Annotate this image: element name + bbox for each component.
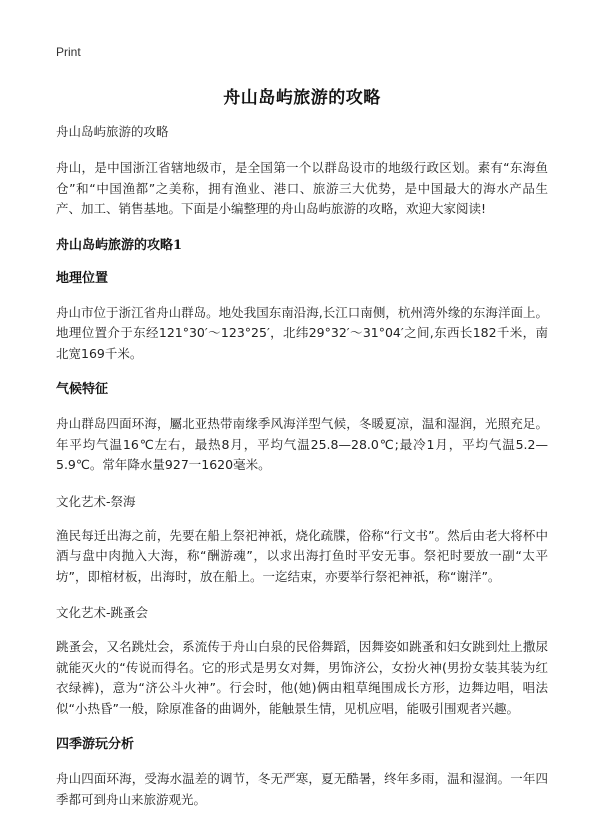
document-title: 舟山岛屿旅游的攻略 [223, 88, 381, 108]
section-heading-flea-dance: 文化艺术-跳蚤会 [56, 605, 149, 620]
section-text-sea-ritual: 渔民每迁出海之前，先要在船上祭祀神祇，烧化疏牒，俗称“行文书”。然后由老大将杯中酒与盘中肉抛入大海，称“酬游魂”，以求出海打鱼时平安无事。祭祀时要放一副“太平坊”，即棺材板，出海时，放在船上。一迄结束，亦要举行祭祀神祇，称“谢洋”。 [56, 527, 548, 584]
main-section-heading: 舟山岛屿旅游的攻略1 [56, 237, 183, 253]
section-heading-climate: 气候特征 [56, 382, 109, 397]
section-text-geography: 舟山市位于浙江省舟山群岛。地处我国东南沿海,长江口南侧，杭州湾外缘的东海洋面上。地理位置介于东经121°30′～123°25′，北纬29°32′～31°04′之间,东西长182千米，南北宽169千米。 [56, 304, 548, 361]
section-text-seasons: 舟山四面环海，受海水温差的调节，冬无严寒，夏无酷暑，终年多雨，温和湿润。一年四季都可到舟山来旅游观光。 [56, 771, 548, 807]
section-text-flea-dance: 跳蚤会，又名跳灶会，系流传于舟山白泉的民俗舞蹈，因舞姿如跳蚤和妇女跳到灶上撒尿就能灭火的“传说而得名。它的形式是男女对舞，男饰济公，女扮火神(男扮女装其装为红衣绿裤)，意为“济公斗火神”。行会时，他(她)俩由粗草绳围成长方形，边舞边唱，唱法似“小热昏”一般，除原准备的曲调外，能触景生情，见机应唱，能吸引围观者兴趣。 [56, 639, 548, 716]
print-link[interactable]: Print [56, 45, 81, 59]
section-heading-seasons: 四季游玩分析 [56, 737, 135, 752]
section-text-climate: 舟山群岛四面环海，屬北亚热带南缘季风海洋型气候，冬暖夏凉，温和湿润，光照充足。年平均气温16℃左右，最热8月，平均气温25.8—28.0℃;最冷1月，平均气温5.2—5.9℃。常年降水量927一1620毫米。 [56, 416, 548, 472]
section-heading-sea-ritual: 文化艺术-祭海 [56, 493, 136, 509]
document-subtitle: 舟山岛屿旅游的攻略 [56, 124, 169, 139]
intro-paragraph: 舟山，是中国浙江省辖地级市，是全国第一个以群岛设市的地级行政区划。素有“东海鱼仓”和“中国渔都”之美称，拥有渔业、港口、旅游三大优势，是中国最大的海水产品生产、加工、销售基地。下面是小编整理的舟山岛屿旅游的攻略，欢迎大家阅读! [56, 160, 548, 216]
section-heading-geography: 地理位置 [56, 270, 109, 286]
